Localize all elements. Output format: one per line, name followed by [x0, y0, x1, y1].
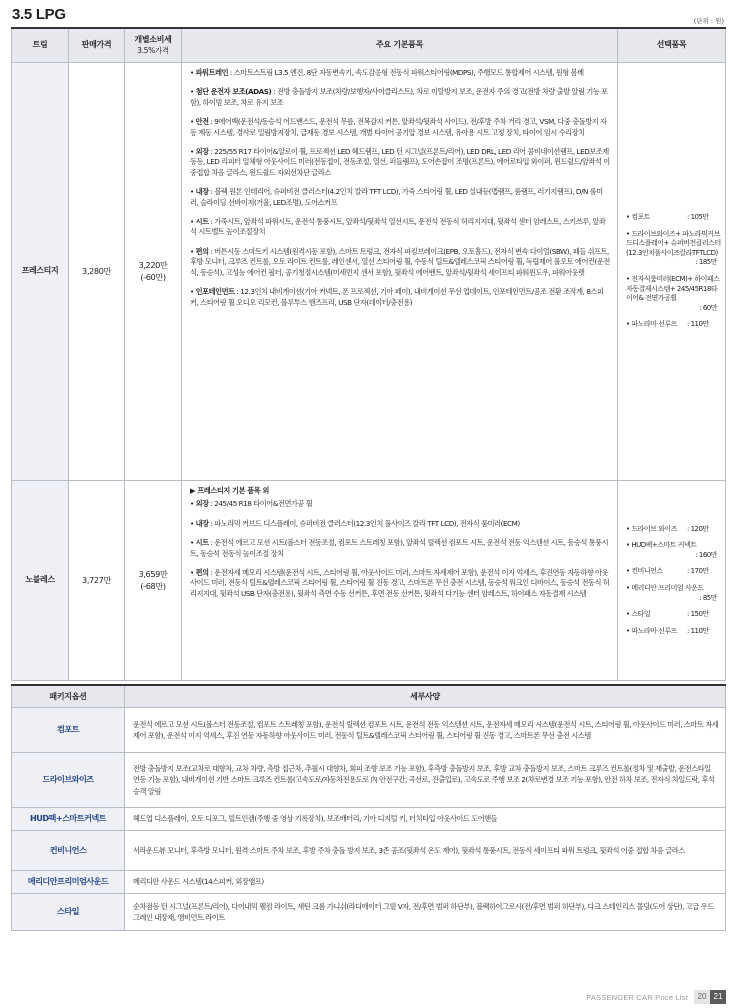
feature-text: : 가죽시트, 앞좌석 파워시트, 운전석 통풍시트, 앞좌석/뒷좌석 열선시트, 운전석 전동식 허리지지대, 뒷좌석 센터 암레스트, 스키쓰루, 앞좌석 시트벨트 높이조절장치 — [190, 217, 606, 237]
option-item: • 파노라마 선루프 : 110만 — [626, 320, 721, 330]
feature-label: 인포테인먼트 — [195, 287, 235, 297]
feature-label: 외장 — [195, 147, 209, 157]
feature-text: : 파노라믹 커브드 디스플레이, 슈퍼비전 클러스터(12.3인치 풀사이즈 칼라 TFT LCD), 전자식 룸미러(ECM) — [208, 518, 520, 528]
sale-price: 3,727만 — [69, 481, 125, 681]
option-name: 파노라마 선루프 — [631, 320, 677, 329]
feature-label: 내장 — [195, 187, 209, 197]
option-item: • 전자식룸미러(ECM)+ 하이패스자동결제시스템+ 245/45R18타이어& 전면가공휠 : 60만 — [626, 275, 720, 312]
feature-text: : 245/45 R18 타이어&전면가공 휠 — [208, 499, 313, 509]
header-ind-price-line2: 3.5%가격 — [137, 45, 169, 55]
option-item: • 파노라마 선루프 : 110만 — [626, 627, 721, 637]
package-detail: 운전석 에르고 모션 시트(볼스터 전동조절, 컴포트 스트레칭 포함), 운전석 릴렉션 컴포트 시트, 운전석 전동 익스텐션 시트, 운전자세 메모리 시스템(운전석 시트, 스티어링 휠, 아웃사이드 미러, 스마트 자세 제어 포함), 운전석 이지 억세스, 후진 연동 자동하향 아웃사이드 미러, 전동식 틸트&텔레스코픽 스티어링 휠, 스티어링 휠 진동 경고, 스마트폰 무선 충전 시스템 — [125, 708, 726, 753]
header-ind-price — [125, 28, 182, 63]
feature-text: : 9에어백(운전석/동승석 어드밴스드, 운전석 무릎, 전복감지 커튼, 앞좌석/뒷좌석 사이드), 전/후방 주차 거리 경고, VSM, 다중 충돌방지 자동 제동 시스템, 경사로 밀림방지장치, 급제동 경보 시스템, 개별 타이어 공기압 경보 시스템, 유아용 시트 고정 장치, 타이어 임시 수리장치 — [190, 117, 607, 137]
header-ind-price-line1: 개별소비세 — [134, 35, 172, 45]
option-name: 컨비니언스 — [631, 567, 663, 576]
option-name: 전자식룸미러(ECM)+ 하이패스자동결제시스템+ 245/45R18타이어& 전면가공휠 — [626, 275, 720, 303]
ind-price-diff: (-68만) — [140, 580, 166, 591]
page-title: 3.5 LPG — [12, 6, 66, 23]
package-option-table — [11, 684, 726, 931]
header-features: 주요 기본품목 — [182, 28, 618, 63]
feature-text: : 12.3인치 내비게이션(기아 커넥트, 폰 프로젝션, 기아 페이), 내비게이션 무선 업데이트, 인포테인먼트/공조 전환 조작계, 8스피커, 스티어링 휠 오디오 리모컨, 블루투스 핸즈프리, USB 단자(데이터/충전용) — [190, 287, 604, 307]
header-package-name: 패키지옵션 — [12, 685, 125, 708]
main-table-header — [12, 28, 726, 63]
option-price: : 160만 — [695, 550, 717, 559]
footer-text: PASSENGER CAR Price List — [586, 992, 688, 1002]
option-list — [618, 63, 726, 481]
package-detail: 서라운드뷰 모니터, 후측방 모니터, 원격 스마트 주차 보조, 후방 주차 충돌 방지 보조, 3존 공조(뒷좌석 온도 제어), 뒷좌석 통풍시트, 전동식 세이프티 파워 트렁크, 뒷좌석 이중 접합 차음 글라스 — [125, 831, 726, 871]
package-detail: 전방 충돌방지 보조(교차로 대향차, 교차 차량, 측방 접근차, 추월시 대향차, 회피 조향 보조 기능 포함), 후측방 충돌방지 보조, 후방 교차 충돌방지 보조, 스마트 크루즈 컨트롤(정차 및 재출발, 운전스타일 연동 기능 포함), 내비게이션 기반 스마트 크루즈 컨트롤(고속도로/자동차전용도로 內 안전구간, 곡선로, 진출입로), 고속도로 주행 보조 2(차로변경 보조 기능 포함), 안전 하차 보조, 전자식 차일드락, 후석 승객 알림 — [125, 753, 726, 808]
option-price: : 85만 — [699, 593, 717, 602]
feature-item: • 시트 : 가죽시트, 앞좌석 파워시트, 운전석 통풍시트, 앞좌석/뒷좌석 열선시트, 운전석 전동식 허리지지대, 뒷좌석 센터 암레스트, 스키쓰루, 앞좌석 시트벨트 높이조절장치 — [190, 217, 606, 237]
option-item: • 스타일 : 150만 — [626, 610, 721, 620]
feature-label: 편의 — [195, 246, 209, 256]
feature-item: • 외장 : 245/45 R18 타이어&전면가공 휠 — [190, 499, 313, 509]
package-detail: 순차점등 턴 시그널(프론트/리어), 다이내믹 웰컴 라이트, 새틴 크롬 가니쉬(라디에이터 그릴 V자, 전/후면 범퍼 하단부), 블랙하이그로시(전/후면 범퍼 하단부), 다크 스테인리스 몰딩(도어 상단), 고급 우드그레인 내장재, 앰비언트 라이트 — [125, 894, 726, 931]
option-price: : 170만 — [687, 567, 709, 576]
option-item: • 컨비니언스 : 170만 — [626, 567, 721, 577]
package-table-header — [12, 685, 726, 708]
option-name: 메리디안 프리미엄 사운드 — [631, 584, 704, 592]
feature-label: 파워트레인 — [195, 68, 229, 77]
feature-item: • 안전 : 9에어백(운전석/동승석 어드밴스드, 운전석 무릎, 전복감지 커튼, 앞좌석/뒷좌석 사이드), 전/후방 주차 거리 경고, VSM, 다중 충돌방지 자동 제동 시스템, 경사로 밀림방지장치, 급제동 경보 시스템, 개별 타이어 공기압 경보 시스템, 유아용 시트 고정 장치, 타이어 임시 수리장치 — [190, 117, 607, 137]
option-price: : 120만 — [687, 524, 709, 533]
trim-name: 프레스티지 — [12, 63, 69, 481]
feature-item: • 편의 : 버튼시동 스마트키 시스템(원격시동 포함), 스마트 트렁크, 전자식 파킹브레이크(EPB, 오토홀드), 전자식 변속 다이얼(SBW), 패들 쉬프트, 후방 모니터, 크루즈 컨트롤, 오토 라이트 컨트롤, 레인센서, 열선 스티어링 휠, 수동식 틸트&텔레스코픽 스티어링 휠, 독립제어 풀오토 에어컨(운전석, 동승석), 고성능 에어컨 필터, 공기청정시스템(미세먼지 센서 포함), 뒷좌석 에어벤트, 앞좌석/뒷좌석 세이프티 파워윈도우, 파워아웃렛 — [190, 246, 610, 277]
ind-price-value: 3,659만 — [138, 569, 168, 579]
option-name: 컴포트 — [631, 213, 651, 222]
header-trim: 트림 — [12, 28, 69, 63]
feature-item: • 내장 : 블랙 원톤 인테리어, 슈퍼비전 클러스터(4.2인치 칼라 TFT LCD), 가죽 스티어링 휠, LED 실내등(맵램프, 룸램프, 러기지램프), D/N 룸미러, 슬라이딩 선바이저(거울, LED조명), 도어스커프 — [190, 187, 603, 207]
feature-item: • 편의 : 운전자세 메모리 시스템(운전석 시트, 스티어링 휠, 아웃사이드 미러, 스마트 자세제어 포함), 운전석 이지 억세스, 후진연동 자동하향 아웃사이드 미러, 전동식 틸트&텔레스코픽 스티어링 휠, 스티어링 휠 진동 경고, 스마트폰 무선 충전 시스템, 동승석 워크인 디바이스, 동승석 전동식 허리지지대, 뒷좌석 USB 단자(충전용), 뒷좌석 측면 수동 선커튼, 후면 전동 선커튼, 뒷좌석 다기능 센터 암레스트, 하이패스 자동결제 시스템 — [190, 568, 610, 598]
ind-tax-price — [125, 481, 182, 681]
page-number-left: 20 — [694, 990, 710, 1004]
sale-price: 3,280만 — [69, 63, 125, 481]
option-price: : 150만 — [687, 610, 709, 619]
feature-text: : 전방 충돌방지 보조(차량/보행자/사이클리스트), 차로 이탈방지 보조, 운전자 주의 경고(전방 차량 출발 알림 기능 포함), 하이빔 보조, 차로 유지 보조 — [190, 87, 608, 107]
feature-item: • 시트 : 운전석 에르고 모션 시트(볼스터 전동조절, 컴포트 스트레칭 포함), 앞좌석 릴렉션 컴포트 시트, 운전석 전동 익스텐션 시트, 동승석 통풍시트, 동승석 전동식 높이조절 장치 — [190, 538, 609, 558]
package-name: 드라이브와이즈 — [12, 753, 125, 808]
package-row — [12, 831, 726, 871]
unit-note: (단위 : 원) — [693, 17, 724, 25]
ind-price-value: 3,220만 — [138, 260, 168, 270]
package-name: 메리디안프리미엄사운드 — [12, 871, 125, 894]
option-name: HUD팩+스마트 커넥트 — [631, 541, 697, 550]
package-name: 컨비니언스 — [12, 831, 125, 871]
package-detail: 메리디안 사운드 시스템(14스피커, 외장앰프) — [125, 871, 726, 894]
feature-label: 외장 — [195, 499, 209, 509]
option-price: : 185만 — [695, 258, 717, 267]
option-item: • 컴포트 : 105만 — [626, 213, 721, 223]
option-price: : 60만 — [699, 303, 717, 312]
package-row — [12, 871, 726, 894]
header-price: 판매가격 — [69, 28, 125, 63]
package-row — [12, 753, 726, 808]
option-item: • 드라이브 와이즈 : 120만 — [626, 525, 721, 535]
feature-label: 내장 — [195, 518, 209, 528]
package-name: HUD팩+스마트커넥트 — [12, 808, 125, 831]
package-row — [12, 808, 726, 831]
header-options: 선택품목 — [618, 28, 726, 63]
option-name: 파노라마 선루프 — [631, 626, 677, 635]
trim-name: 노블레스 — [12, 481, 69, 681]
page-footer — [586, 990, 726, 1004]
option-price: : 105만 — [687, 213, 709, 222]
feature-text: : 버튼시동 스마트키 시스템(원격시동 포함), 스마트 트렁크, 전자식 파킹브레이크(EPB, 오토홀드), 전자식 변속 다이얼(SBW), 패들 쉬프트, 후방 모니터, 크루즈 컨트롤, 오토 라이트 컨트롤, 레인센서, 열선 스티어링 휠, 수동식 틸트&텔레스코픽 스티어링 휠, 독립제어 풀오토 에어컨(운전석, 동승석), 고성능 에어컨 필터, 공기청정시스템(미세먼지 센서 포함), 뒷좌석 에어벤트, 앞좌석/뒷좌석 세이프티 파워윈도우, 파워아웃렛 — [190, 246, 610, 277]
feature-item: • 인포테인먼트 : 12.3인치 내비게이션(기아 커넥트, 폰 프로젝션, 기아 페이), 내비게이션 무선 업데이트, 인포테인먼트/공조 전환 조작계, 8스피커, 스티어링 휠 오디오 리모컨, 블루투스 핸즈프리, USB 단자(데이터/충전용) — [190, 287, 604, 307]
header-package-detail: 세부사양 — [125, 685, 726, 708]
trim-row-noblesse — [12, 481, 726, 681]
option-price: : 110만 — [687, 626, 709, 635]
option-name: 드라이브와이즈+ 파노라믹커브드디스플레이+ 슈퍼비전클러스터 (12.3인치풀사이즈칼라TFTLCD) — [626, 229, 721, 257]
package-detail: 헤드업 디스플레이, 오토 디포그, 빌트인캠(주행 중 영상 기록장치), 보조배터리, 기아 디지털 키, 터치타입 아웃사이드 도어핸들 — [125, 808, 726, 831]
ind-tax-price — [125, 63, 182, 481]
feature-item: • 외장 : 225/55 R17 타이어&알로이 휠, 프로젝션 LED 헤드램프, LED 턴 시그널(프론트/리어), LED DRL, LED 리어 콤비네이션램프, LED보조제동등, LED 리피터 일체형 아웃사이드 미러(전동접이, 전동조절, 열선, 퍼들램프), 도어손잡이 조명(프론트), 에어로타입 와이퍼, 윈드쉴드/앞좌석 이중접합 차음 글라스, 윈드쉴드 자외선차단 글라스 — [190, 147, 610, 177]
package-name: 스타일 — [12, 894, 125, 931]
option-item: • 드라이브와이즈+ 파노라믹커브드디스플레이+ 슈퍼비전클러스터 (12.3인치풀사이즈칼라TFTLCD) : 185만 — [626, 229, 721, 267]
feature-text: : 225/55 R17 타이어&알로이 휠, 프로젝션 LED 헤드램프, LED 턴 시그널(프론트/리어), LED DRL, LED 리어 콤비네이션램프, LED보조제동등, LED 리피터 일체형 아웃사이드 미러(전동접이, 전동조절, 열선, 퍼들램프), 도어손잡이 조명(프론트), 에어로타입 와이퍼, 윈드쉴드/앞좌석 이중접합 차음 글라스, 윈드쉴드 자외선차단 글라스 — [190, 147, 610, 177]
feature-label: 첨단 운전자 보조(ADAS) — [195, 87, 272, 97]
package-row — [12, 894, 726, 931]
feature-list — [182, 481, 618, 681]
section-title: ▶ 프레스티지 기본 품목 외 — [190, 486, 269, 495]
option-name: 스타일 — [631, 610, 651, 619]
feature-text: : 블랙 원톤 인테리어, 슈퍼비전 클러스터(4.2인치 칼라 TFT LCD), 가죽 스티어링 휠, LED 실내등(맵램프, 룸램프, 러기지램프), D/N 룸미러, 슬라이딩 선바이저(거울, LED조명), 도어스커프 — [190, 187, 603, 207]
feature-label: 시트 — [195, 538, 209, 548]
feature-label: 안전 — [195, 117, 209, 127]
feature-item: • 첨단 운전자 보조(ADAS) : 전방 충돌방지 보조(차량/보행자/사이클리스트), 차로 이탈방지 보조, 운전자 주의 경고(전방 차량 출발 알림 기능 포함), 하이빔 보조, 차로 유지 보조 — [190, 87, 608, 107]
feature-text: : 운전석 에르고 모션 시트(볼스터 전동조절, 컴포트 스트레칭 포함), 앞좌석 릴렉션 컴포트 시트, 운전석 전동 익스텐션 시트, 동승석 통풍시트, 동승석 전동식 높이조절 장치 — [190, 538, 609, 558]
package-row — [12, 708, 726, 753]
option-list — [618, 481, 726, 681]
feature-text: : 운전자세 메모리 시스템(운전석 시트, 스티어링 휠, 아웃사이드 미러, 스마트 자세제어 포함), 운전석 이지 억세스, 후진연동 자동하향 아웃사이드 미러, 전동식 틸트&텔레스코픽 스티어링 휠, 스티어링 휠 진동 경고, 스마트폰 무선 충전 시스템, 동승석 워크인 디바이스, 동승석 전동식 허리지지대, 뒷좌석 USB 단자(충전용), 뒷좌석 측면 수동 선커튼, 후면 전동 선커튼, 뒷좌석 다기능 센터 암레스트, 하이패스 자동결제 시스템 — [190, 568, 610, 598]
option-name: 드라이브 와이즈 — [631, 524, 677, 533]
package-name: 컴포트 — [12, 708, 125, 753]
feature-label: 시트 — [195, 217, 209, 227]
feature-list — [182, 63, 618, 481]
option-price: : 110만 — [687, 320, 709, 329]
option-item: • HUD팩+스마트 커넥트 : 160만 — [626, 541, 721, 560]
trim-row-prestige — [12, 63, 726, 481]
option-item: • 메리디안 프리미엄 사운드 : 85만 — [626, 584, 721, 603]
feature-label: 편의 — [195, 568, 209, 578]
ind-price-diff: (-60만) — [140, 271, 166, 282]
feature-item: • 파워트레인 : 스마트스트림 L3.5 엔진, 8단 자동변속기, 속도감응형 전동식 파워스티어링(MDPS), 주행모드 통합제어 시스템, 원형 봄베 — [190, 68, 584, 77]
main-price-table — [11, 27, 726, 681]
feature-text: : 스마트스트림 L3.5 엔진, 8단 자동변속기, 속도감응형 전동식 파워스티어링(MDPS), 주행모드 통합제어 시스템, 원형 봄베 — [228, 68, 584, 77]
page-number-right: 21 — [710, 990, 726, 1004]
feature-item: • 내장 : 파노라믹 커브드 디스플레이, 슈퍼비전 클러스터(12.3인치 풀사이즈 칼라 TFT LCD), 전자식 룸미러(ECM) — [190, 518, 520, 528]
